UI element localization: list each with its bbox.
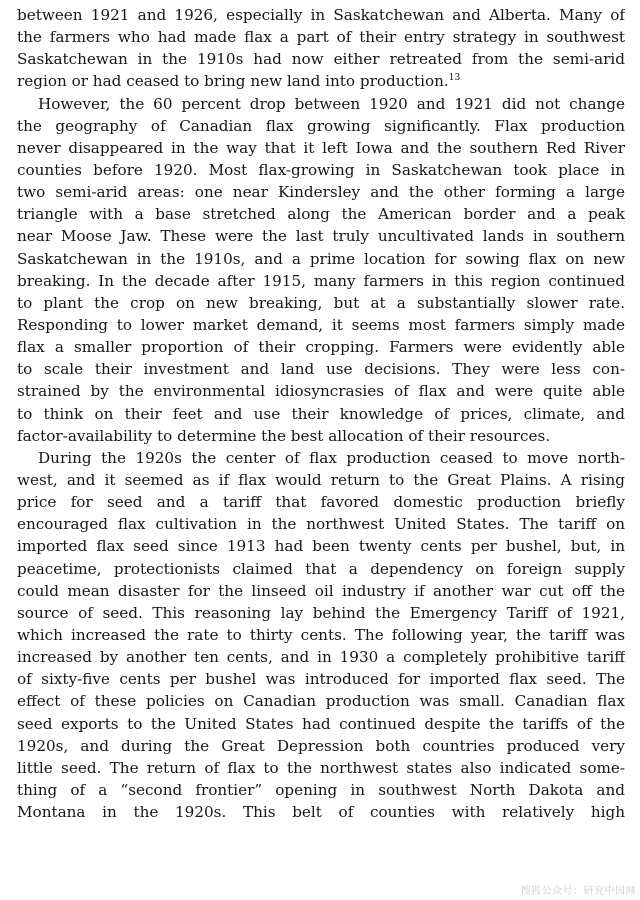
text-line: source of seed. This reasoning lay behind the Emergency Tariff of 1921, (17, 603, 625, 622)
paragraph-2 (17, 93, 625, 447)
text-line: between 1921 and 1926, especially in Saskatchewan and Alberta. Many of (17, 6, 625, 24)
text-line: triangle with a base stretched along the American border and a peak (17, 205, 625, 224)
text-line: increased by another ten cents, and in 1930 a completely prohibitive tariff (17, 648, 625, 667)
text-line: region or had ceased to bring new land into production. (17, 72, 449, 91)
text-line: Montana in the 1920s. This belt of counties with relatively high (17, 803, 625, 822)
footnote-marker: 13 (448, 73, 461, 84)
text-line: counties before 1920. Most flax-growing in Saskatchewan took place in (17, 160, 625, 179)
text-line: Saskatchewan in the 1910s, and a prime location for sowing flax on new (17, 249, 625, 268)
text-line: imported flax seed since 1913 had been twenty cents per bushel, but, in (17, 537, 625, 556)
text-line: strained by the environmental idiosyncrasies of flax and were quite able (17, 382, 625, 401)
text-line: never disappeared in the way that it left Iowa and the southern Red River (17, 138, 625, 157)
text-line: factor-availability to determine the best allocation of their resources. (17, 426, 551, 445)
text-line: two semi-arid areas: one near Kindersley and the other forming a large (17, 183, 625, 202)
text-line: to scale their investment and land use decisions. They were less con- (17, 360, 625, 379)
text-line: 1920s, and during the Great Depression both countries produced very (17, 736, 625, 755)
text-line: which increased the rate to thirty cents. The following year, the tariff was (17, 625, 625, 644)
document-page (17, 4, 625, 823)
paragraph-3 (17, 447, 625, 823)
text-line: could mean disaster for the linseed oil industry if another war cut off the (17, 581, 625, 600)
text-line: the farmers who had made flax a part of their entry strategy in southwest (17, 28, 625, 47)
text-line-with-footnote (17, 70, 625, 92)
text-line: to think on their feet and use their knowledge of prices, climate, and (17, 404, 625, 423)
text-line: However, the 60 percent drop between 1920 and 1921 did not change (38, 94, 625, 113)
text-line: of sixty-five cents per bushel was introduced for imported flax seed. The (17, 670, 625, 689)
text-line: During the 1920s the center of flax production ceased to move north- (38, 448, 625, 467)
text-line: price for seed and a tariff that favored domestic production briefly (17, 493, 625, 512)
text-line: thing of a “second frontier” opening in southwest North Dakota and (17, 780, 625, 799)
text-line: the geography of Canadian flax growing significantly. Flax production (17, 116, 625, 135)
text-line: effect of these policies on Canadian production was small. Canadian flax (17, 692, 625, 711)
text-line: encouraged flax cultivation in the northwest United States. The tariff on (17, 515, 625, 534)
text-line: west, and it seemed as if flax would return to the Great Plains. A rising (17, 470, 625, 489)
paragraph-1 (17, 4, 625, 93)
text-line: to plant the crop on new breaking, but at a substantially slower rate. (17, 293, 625, 312)
watermark: 搜狐公众号：研究中国网 (520, 886, 636, 897)
text-line: seed exports to the United States had continued despite the tariffs of the (17, 714, 625, 733)
text-line: near Moose Jaw. These were the last truly uncultivated lands in southern (17, 227, 625, 246)
text-line: peacetime, protectionists claimed that a dependency on foreign supply (17, 559, 625, 578)
text-line: little seed. The return of flax to the northwest states also indicated some- (17, 758, 625, 777)
text-line: Responding to lower market demand, it seems most farmers simply made (17, 315, 625, 334)
text-line: flax a smaller proportion of their cropping. Farmers were evidently able (17, 338, 625, 357)
text-line: breaking. In the decade after 1915, many farmers in this region continued (17, 271, 625, 290)
text-line: Saskatchewan in the 1910s had now either retreated from the semi-arid (17, 50, 625, 69)
